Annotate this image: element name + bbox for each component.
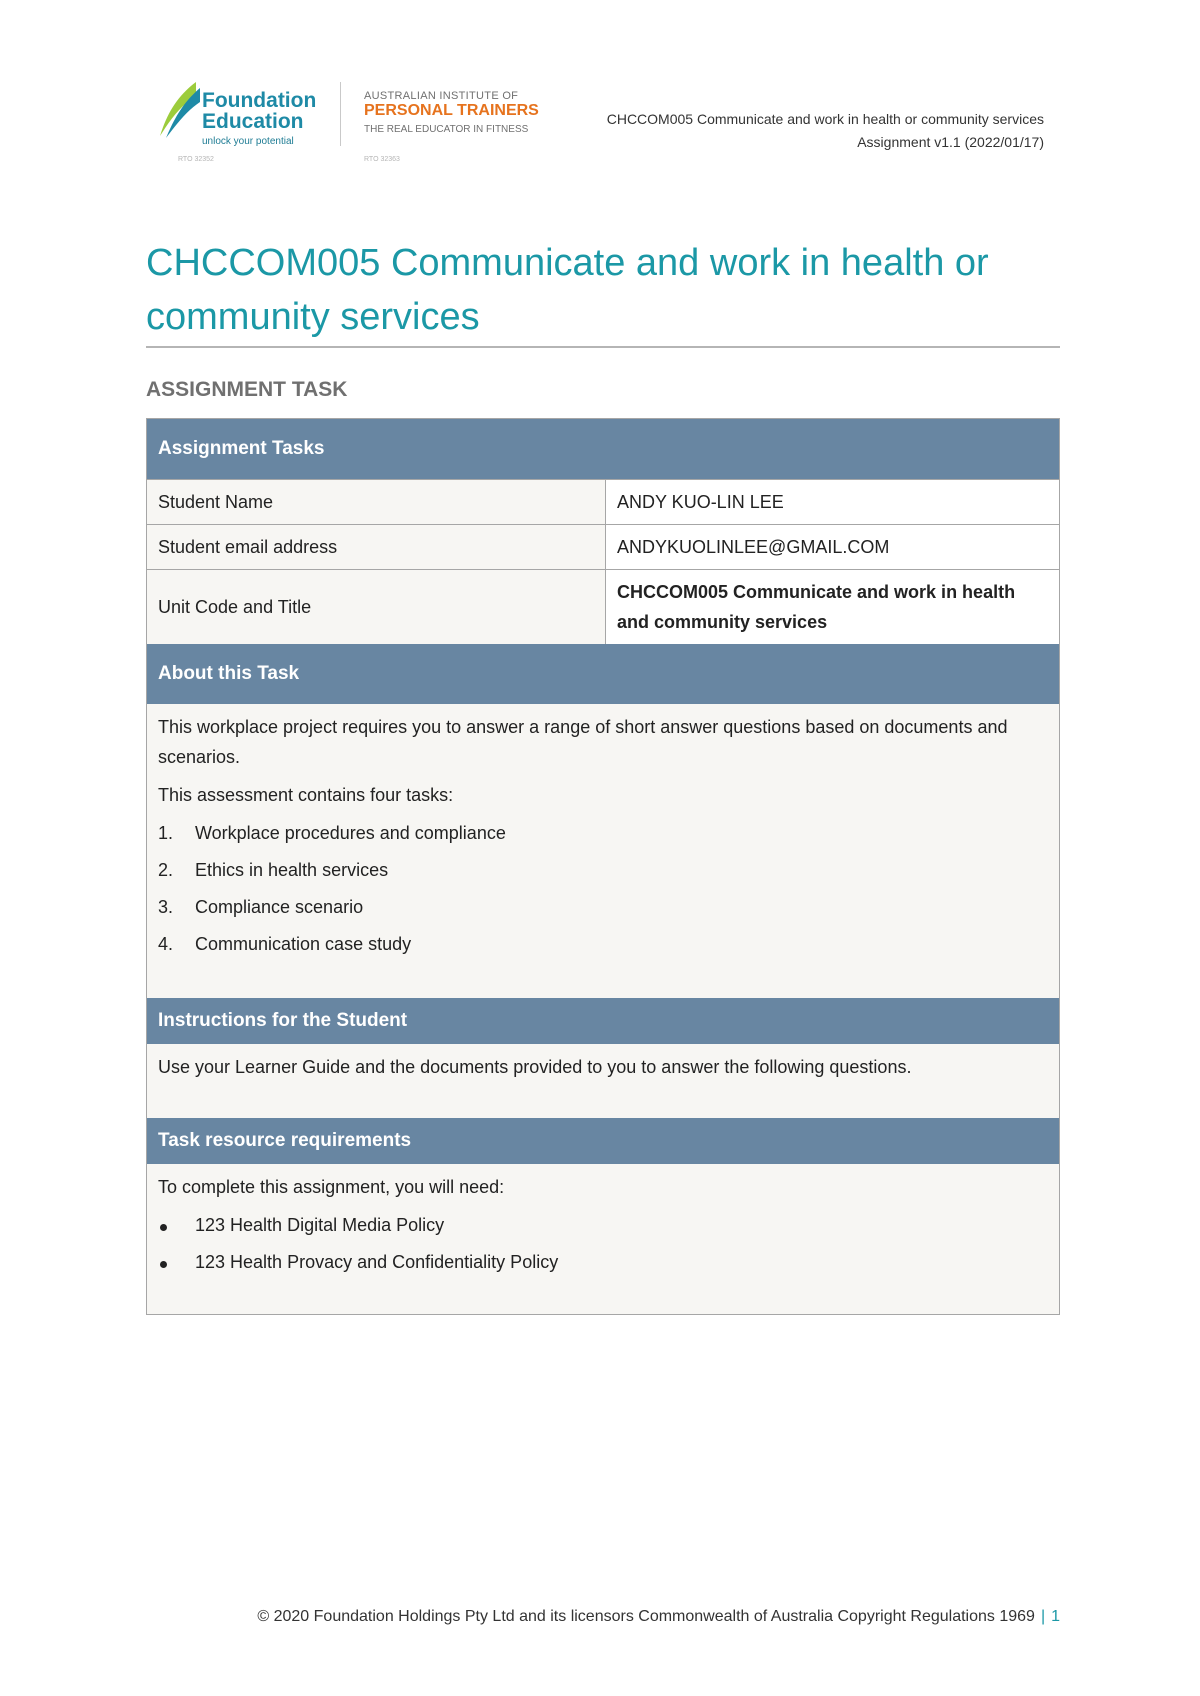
- aipt-logo-line3: THE REAL EDUCATOR IN FITNESS: [364, 124, 529, 135]
- instructions-text: Use your Learner Guide and the documents provided to you to answer the following questions.: [158, 1057, 912, 1077]
- list-item-text: Communication case study: [195, 934, 412, 954]
- list-item: [158, 818, 1048, 848]
- logo-divider: [340, 82, 341, 146]
- list-item: [158, 855, 1048, 885]
- header-unit-title: CHCCOM005 Communicate and work in health or community services: [606, 111, 1044, 127]
- foundation-logo-name: Foundation Education: [202, 89, 317, 133]
- list-item: [158, 1210, 1048, 1240]
- aipt-logo-line1: AUSTRALIAN INSTITUTE OF: [364, 90, 519, 102]
- footer-separator: |: [1040, 1608, 1046, 1625]
- about-paragraph: This assessment contains four tasks:: [158, 785, 454, 805]
- table-row: [147, 569, 1059, 644]
- resources-heading: Task resource requirements: [147, 1118, 1059, 1164]
- bullet-icon: [160, 1261, 167, 1268]
- assignment-tasks-heading: Assignment Tasks: [147, 419, 1059, 479]
- task-list: [158, 818, 1048, 959]
- resource-list: [158, 1210, 1048, 1277]
- about-task-heading: About this Task: [147, 644, 1059, 704]
- list-item-text: 123 Health Digital Media Policy: [195, 1215, 445, 1235]
- resources-panel: [147, 1164, 1059, 1314]
- student-name-label: Student Name: [147, 480, 606, 524]
- student-name-value: ANDY KUO-LIN LEE: [606, 480, 1059, 524]
- student-email-label: Student email address: [147, 525, 606, 569]
- unit-code-label: Unit Code and Title: [147, 570, 606, 644]
- list-item-text: 123 Health Provacy and Confidentiality Policy: [195, 1252, 559, 1272]
- page-number: 1: [1051, 1608, 1060, 1625]
- table-row: [147, 524, 1059, 569]
- aipt-rto: RTO 32363: [364, 156, 400, 163]
- list-item-number: 3.: [158, 897, 174, 917]
- list-item-text: Ethics in health services: [195, 860, 389, 880]
- footer-copyright: © 2020 Foundation Holdings Pty Ltd and its licensors Commonwealth of Australia Copyright Regulations 1969: [257, 1608, 1035, 1625]
- aipt-logo-line2: PERSONAL TRAINERS: [364, 102, 539, 119]
- list-item-number: 1.: [158, 823, 174, 843]
- student-email-value: ANDYKUOLINLEE@GMAIL.COM: [606, 525, 1059, 569]
- aipt-logo: [364, 90, 554, 135]
- list-item-number: 4.: [158, 934, 174, 954]
- header-logos: [150, 72, 550, 172]
- about-task-panel: [147, 704, 1059, 998]
- table-row: [147, 479, 1059, 524]
- foundation-logo-tagline: unlock your potential: [202, 136, 294, 147]
- title-divider: [146, 346, 1060, 348]
- list-item: [158, 929, 1048, 959]
- page-footer: [257, 1608, 1060, 1626]
- about-paragraph: This workplace project requires you to answer a range of short answer questions based on documents and scenarios.: [158, 717, 1008, 767]
- header-unit-info: [607, 108, 1044, 154]
- resources-intro: To complete this assignment, you will need:: [158, 1177, 505, 1197]
- list-item: [158, 892, 1048, 922]
- list-item-number: 2.: [158, 860, 174, 880]
- assignment-table: [146, 418, 1060, 1315]
- list-item-text: Workplace procedures and compliance: [195, 823, 506, 843]
- quill-logo-icon: [156, 80, 202, 140]
- header-version: Assignment v1.1 (2022/01/17): [857, 134, 1044, 150]
- list-item-text: Compliance scenario: [195, 897, 364, 917]
- instructions-panel: [147, 1044, 1059, 1118]
- bullet-icon: [160, 1224, 167, 1231]
- section-heading: ASSIGNMENT TASK: [146, 378, 348, 401]
- foundation-rto: RTO 32352: [178, 156, 214, 163]
- instructions-heading: Instructions for the Student: [147, 998, 1059, 1044]
- list-item: [158, 1247, 1048, 1277]
- unit-code-value: CHCCOM005 Communicate and work in health and community services: [606, 570, 1059, 644]
- page-title: CHCCOM005 Communicate and work in health or community services: [146, 242, 989, 338]
